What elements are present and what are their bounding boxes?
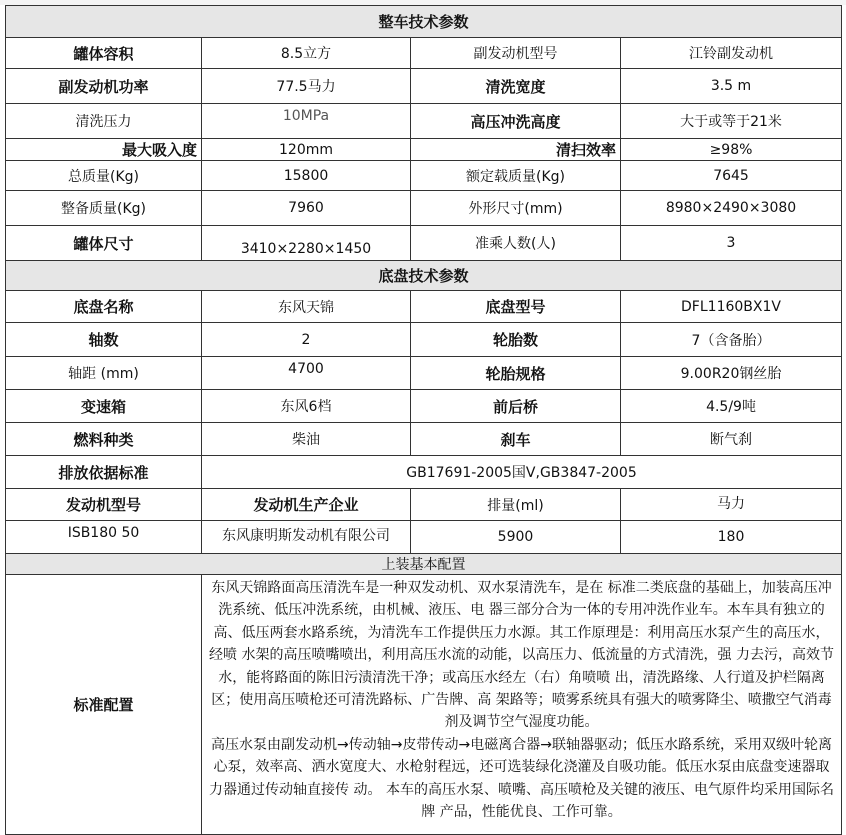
param-label: 整备质量(Kg) <box>6 191 202 226</box>
param-label: 最大吸入度 <box>6 139 202 161</box>
engine-header-row <box>6 489 842 521</box>
table-row <box>6 357 842 390</box>
param-label: 高压冲洗高度 <box>411 104 621 139</box>
param-label: 罐体容积 <box>6 38 202 69</box>
param-label: 轴距 (mm) <box>6 357 202 390</box>
standard-config-text <box>202 575 842 835</box>
emission-label: 排放依据标准 <box>6 456 202 489</box>
table-row <box>6 104 842 139</box>
table-row <box>6 390 842 423</box>
param-label: 清扫效率 <box>411 139 621 161</box>
param-label: 轮胎规格 <box>411 357 621 390</box>
param-value: 柴油 <box>202 423 411 456</box>
param-value: 10MPa <box>202 104 411 139</box>
param-label: 副发动机型号 <box>411 38 621 69</box>
param-value: 7960 <box>202 191 411 226</box>
param-value: ≥98% <box>621 139 842 161</box>
section-header-config <box>6 554 842 575</box>
param-value: DFL1160BX1V <box>621 291 842 323</box>
param-label: 燃料种类 <box>6 423 202 456</box>
param-value: 8.5立方 <box>202 38 411 69</box>
standard-config-label: 标准配置 <box>6 575 202 835</box>
section-header-vehicle <box>6 6 842 38</box>
engine-value: 180 <box>621 521 842 554</box>
param-value: 77.5马力 <box>202 69 411 104</box>
config-paragraph: 东风天锦路面高压清洗车是一种双发动机、双水泵清洗车，是在 标准二类底盘的基础上，加装高压冲洗系统、低压冲洗系统，由机械、液压、电 器三部分合为一体的专用冲洗作业车。本车具有独立的高、低压两套水路系统，为清洗车工作提供压力水源。其工作原理是：利用高压水泵产生的高压水，经喷 水架的高压喷嘴喷出，利用高压水流的动能，以高压力、低流量的方式清洗，强 力去污，高效节水，能将路面的陈旧污渍清洗干净；或高压水经左（右）角喷喷 出，清洗路缘、人行道及护栏隔离区；使用高压喷枪还可清洗路标、广告牌、高 架路等；喷雾系统具有强大的喷雾降尘、喷撒空气消毒剂及调节空气湿度功能。 <box>209 580 834 731</box>
param-label: 副发动机功率 <box>6 69 202 104</box>
table-row <box>6 226 842 261</box>
spec-table <box>5 5 842 835</box>
param-label: 额定载质量(Kg) <box>411 161 621 191</box>
engine-header: 发动机型号 <box>6 489 202 521</box>
param-value: 4700 <box>202 357 411 390</box>
param-value: 15800 <box>202 161 411 191</box>
table-row <box>6 291 842 323</box>
engine-value: ISB180 50 <box>6 521 202 554</box>
table-row <box>6 69 842 104</box>
param-label: 底盘名称 <box>6 291 202 323</box>
table-row <box>6 38 842 69</box>
config-paragraph: 高压水泵由副发动机→传动轴→皮带传动→电磁离合器→联轴器驱动；低压水路系统，采用双级叶轮离心泵，效率高、洒水宽度大、水枪射程远，还可选装绿化浇灌及自吸功能。低压水泵由底盘变速器取力器通过传动轴直接传 动。 本车的高压水泵、喷嘴、高压喷枪及关键的液压、电气原件均采用国际名牌 产品，性能优良、工作可靠。 <box>209 736 834 821</box>
param-value: 3410×2280×1450 <box>202 226 411 261</box>
param-value: 东风6档 <box>202 390 411 423</box>
param-label: 罐体尺寸 <box>6 226 202 261</box>
table-row <box>6 139 842 161</box>
param-value: 7（含备胎） <box>621 323 842 357</box>
param-value: 8980×2490×3080 <box>621 191 842 226</box>
engine-header: 发动机生产企业 <box>202 489 411 521</box>
table-row <box>6 161 842 191</box>
param-value: 120mm <box>202 139 411 161</box>
param-value: 2 <box>202 323 411 357</box>
param-value: 4.5/9吨 <box>621 390 842 423</box>
emission-row <box>6 456 842 489</box>
param-value: 7645 <box>621 161 842 191</box>
param-label: 轴数 <box>6 323 202 357</box>
section-title: 整车技术参数 <box>6 6 842 38</box>
engine-header: 马力 <box>621 489 842 521</box>
table-row <box>6 323 842 357</box>
emission-value: GB17691-2005国Ⅴ,GB3847-2005 <box>202 456 842 489</box>
param-value: 大于或等于21米 <box>621 104 842 139</box>
section-title: 底盘技术参数 <box>6 261 842 291</box>
param-label: 刹车 <box>411 423 621 456</box>
standard-config-row <box>6 575 842 835</box>
section-title: 上装基本配置 <box>6 554 842 575</box>
engine-value: 5900 <box>411 521 621 554</box>
engine-header: 排量(ml) <box>411 489 621 521</box>
engine-value-row <box>6 521 842 554</box>
param-label: 准乘人数(人) <box>411 226 621 261</box>
table-row <box>6 423 842 456</box>
param-label: 变速箱 <box>6 390 202 423</box>
param-value: 3.5 m <box>621 69 842 104</box>
param-label: 轮胎数 <box>411 323 621 357</box>
param-label: 总质量(Kg) <box>6 161 202 191</box>
param-value: 9.00R20钢丝胎 <box>621 357 842 390</box>
param-label: 清洗压力 <box>6 104 202 139</box>
param-label: 清洗宽度 <box>411 69 621 104</box>
param-label: 外形尺寸(mm) <box>411 191 621 226</box>
param-value: 断气刹 <box>621 423 842 456</box>
param-value: 东风天锦 <box>202 291 411 323</box>
param-label: 底盘型号 <box>411 291 621 323</box>
param-value: 江铃副发动机 <box>621 38 842 69</box>
engine-value: 东风康明斯发动机有限公司 <box>202 521 411 554</box>
table-row <box>6 191 842 226</box>
section-header-chassis <box>6 261 842 291</box>
param-value: 3 <box>621 226 842 261</box>
param-label: 前后桥 <box>411 390 621 423</box>
